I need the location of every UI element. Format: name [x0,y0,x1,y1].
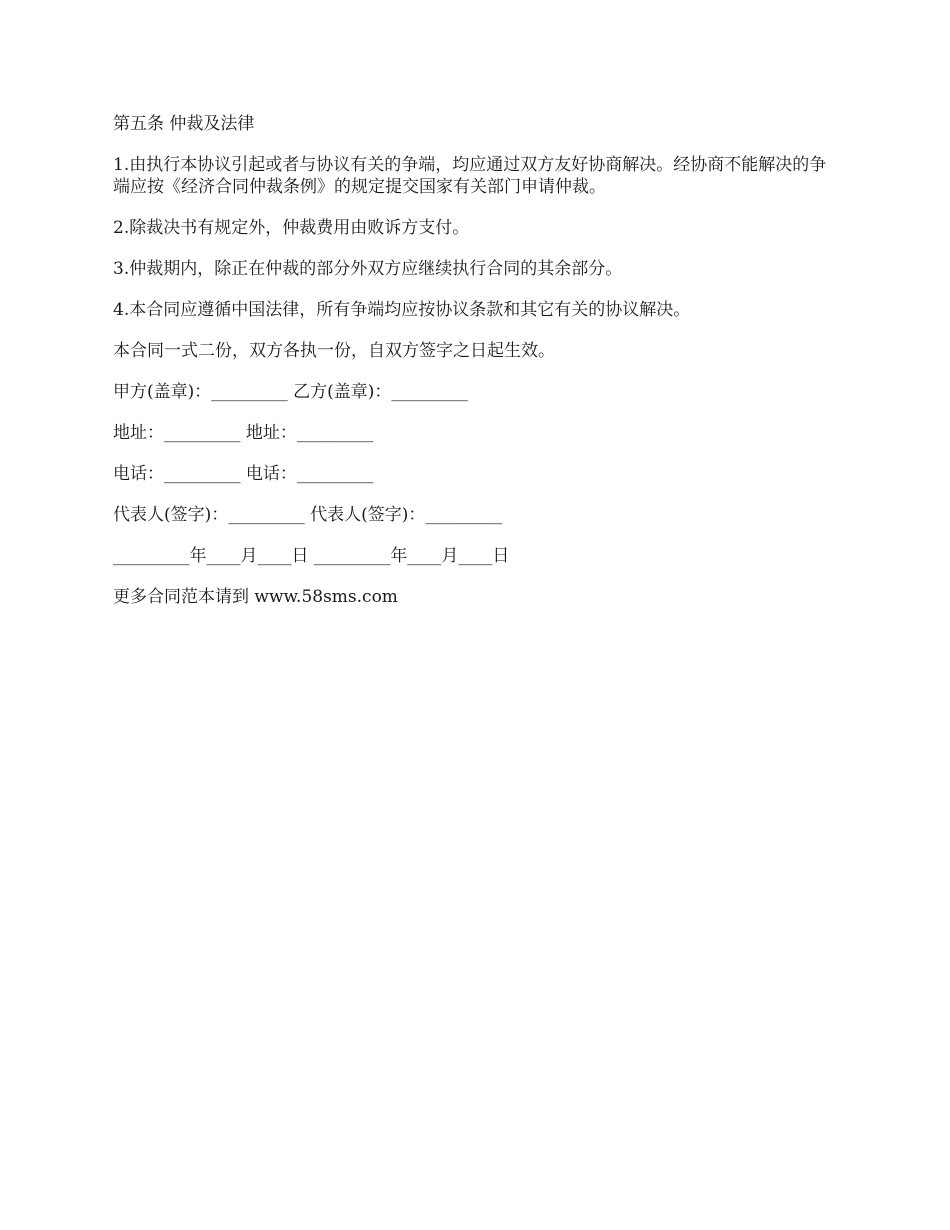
signature-address-line: 地址：_________ 地址：_________ [113,423,374,443]
footer-link-text: 更多合同范本请到 www.58sms.com [113,587,398,607]
signature-date-line: _________年____月____日 _________年____月____日 [113,546,510,566]
signature-phone-line: 电话：_________ 电话：_________ [113,464,374,484]
document-page [113,113,837,627]
clause-3: 3.仲裁期内，除正在仲裁的部分外双方应继续执行合同的其余部分。 [113,259,623,279]
clause-1: 1.由执行本协议引起或者与协议有关的争端，均应通过双方友好协商解决。经协商不能解决的争端应按《经济合同仲裁条例》的规定提交国家有关部门申请仲裁。 [113,155,827,197]
clause-4: 4.本合同应遵循中国法律，所有争端均应按协议条款和其它有关的协议解决。 [113,300,691,320]
section-title: 第五条 仲裁及法律 [113,114,255,134]
signature-representative-line: 代表人(签字)：_________ 代表人(签字)：_________ [113,505,502,525]
validity-statement: 本合同一式二份，双方各执一份，自双方签字之日起生效。 [113,341,555,361]
clause-2: 2.除裁决书有规定外，仲裁费用由败诉方支付。 [113,218,470,238]
signature-party-line: 甲方(盖章)：_________ 乙方(盖章)：_________ [113,382,468,402]
